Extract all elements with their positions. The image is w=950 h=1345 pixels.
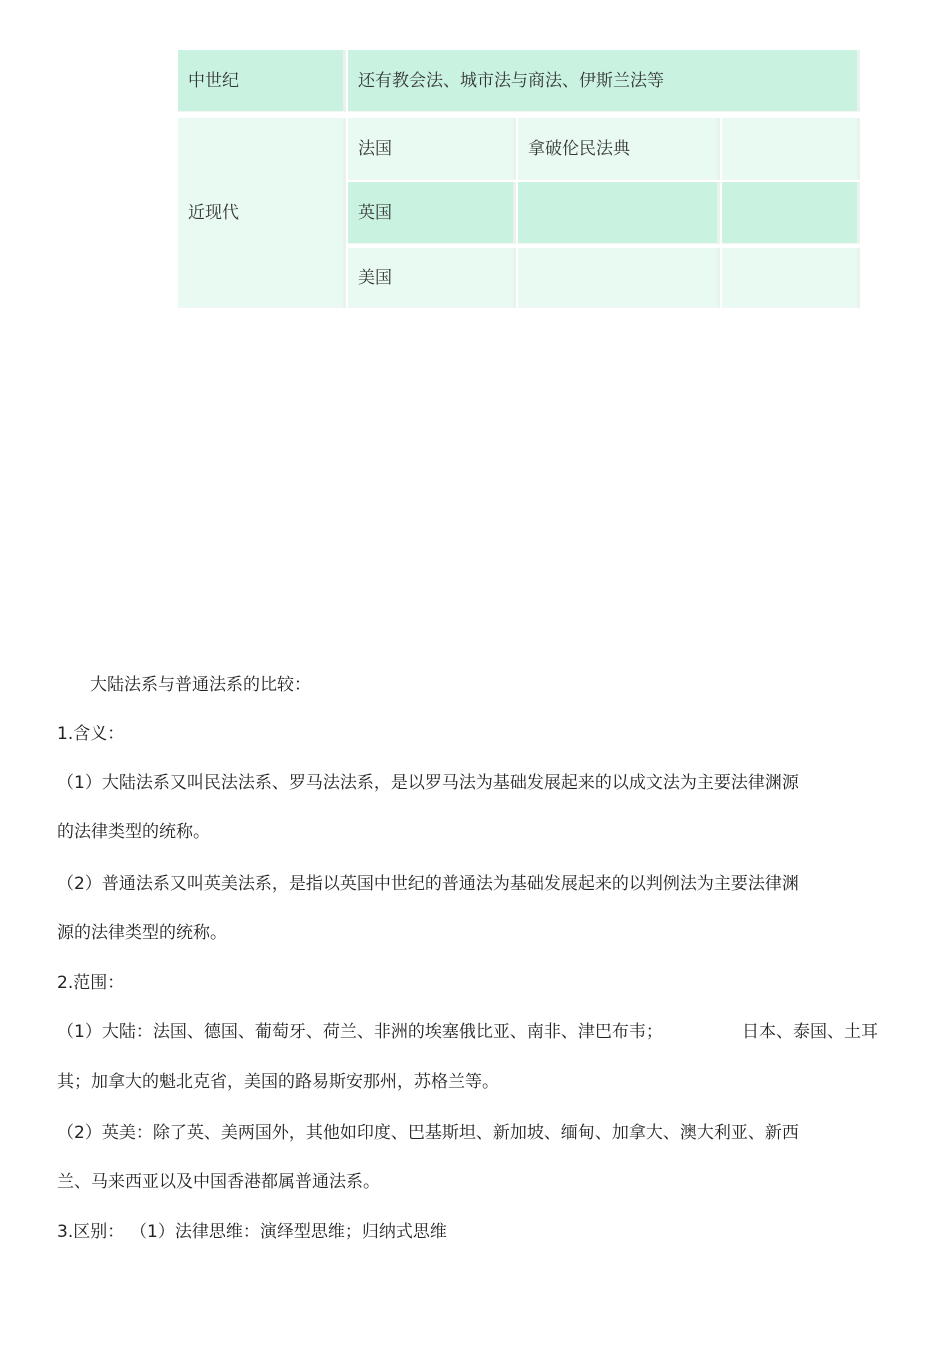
extra-cell-uk [722, 182, 860, 244]
scope-para-2-line-1: （2）英美：除了英、美两国外，其他如印度、巴基斯坦、新加坡、缅甸、加拿大、澳大利亚、新西 [57, 1123, 799, 1143]
scope-title: 2.范围： [57, 973, 125, 993]
code-cell-france [518, 118, 720, 180]
scope-continental-part-2: 日本、泰国、土耳 [742, 1022, 878, 1042]
country-cell-france [348, 118, 516, 180]
meaning-para-1-line-1: （1）大陆法系又叫民法法系、罗马法法系，是以罗马法为基础发展起来的以成文法为主要法律渊源 [57, 773, 799, 793]
country-uk: 英国 [358, 202, 392, 223]
code-france: 拿破伦民法典 [528, 138, 630, 159]
country-cell-us [348, 248, 516, 308]
modern-label-cell [178, 118, 346, 308]
country-cell-uk [348, 182, 516, 244]
scope-para-2-line-2: 兰、马来西亚以及中国香港都属普通法系。 [57, 1172, 380, 1192]
medieval-text-cell [348, 50, 860, 112]
extra-cell-us [722, 248, 860, 308]
meaning-para-2-line-2: 源的法律类型的统称。 [57, 923, 227, 943]
meaning-para-2-line-1: （2）普通法系又叫英美法系，是指以英国中世纪的普通法为基础发展起来的以判例法为主要法律渊 [57, 874, 799, 894]
country-france: 法国 [358, 138, 392, 159]
section-heading: 大陆法系与普通法系的比较： [90, 675, 311, 695]
difference-title: 3.区别： [57, 1222, 125, 1242]
scope-continental-part-1: （1）大陆：法国、德国、葡萄牙、荷兰、非洲的埃塞俄比亚、南非、津巴布韦； [57, 1022, 663, 1042]
medieval-label: 中世纪 [188, 70, 239, 91]
meaning-title: 1.含义： [57, 724, 125, 744]
difference-text: （1）法律思维：演绎型思维；归纳式思维 [130, 1222, 447, 1242]
medieval-label-cell [178, 50, 346, 112]
modern-label: 近现代 [188, 202, 239, 223]
medieval-text: 还有教会法、城市法与商法、伊斯兰法等 [358, 70, 664, 91]
scope-para-1-line-1 [57, 1021, 887, 1043]
scope-para-1-line-2: 其；加拿大的魁北克省，美国的路易斯安那州，苏格兰等。 [57, 1072, 499, 1092]
code-cell-us [518, 248, 720, 308]
country-us: 美国 [358, 267, 392, 288]
code-cell-uk [518, 182, 720, 244]
extra-cell-france [722, 118, 860, 180]
meaning-para-1-line-2: 的法律类型的统称。 [57, 822, 210, 842]
